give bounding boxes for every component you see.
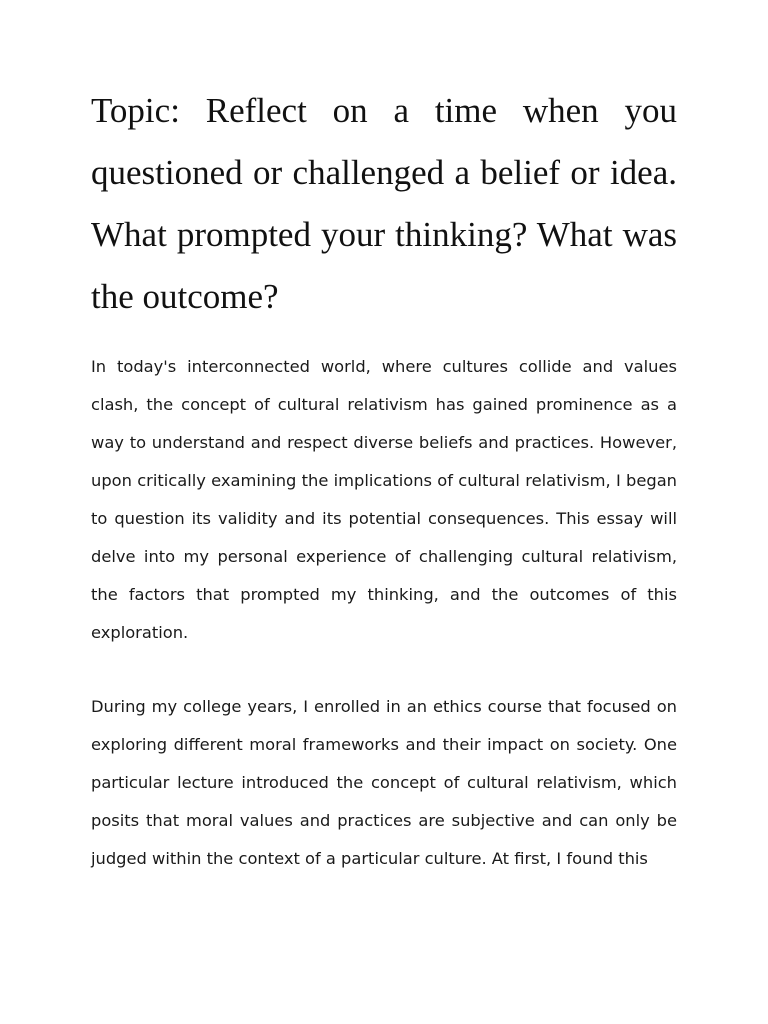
essay-topic-heading: Topic: Reflect on a time when you questioned or challenged a belief or idea. What prompted your thinking? What was the outcome?	[91, 91, 677, 316]
essay-paragraph-1: In today's interconnected world, where cultures collide and values clash, the concept of cultural relativism has gained prominence as a way to understand and respect diverse beliefs and practices. However, upon critically examining the implications of cultural relativism, I began to question its validity and its potential consequences. This essay will delve into my personal experience of challenging cultural relativism, the factors that prompted my thinking, and the outcomes of this exploration.	[91, 357, 677, 642]
document-content	[91, 80, 677, 878]
essay-paragraph-2: During my college years, I enrolled in an ethics course that focused on exploring different moral frameworks and their impact on society. One particular lecture introduced the concept of cultural relativism, which posits that moral values and practices are subjective and can only be judged within the context of a particular culture. At first, I found this	[91, 697, 677, 868]
